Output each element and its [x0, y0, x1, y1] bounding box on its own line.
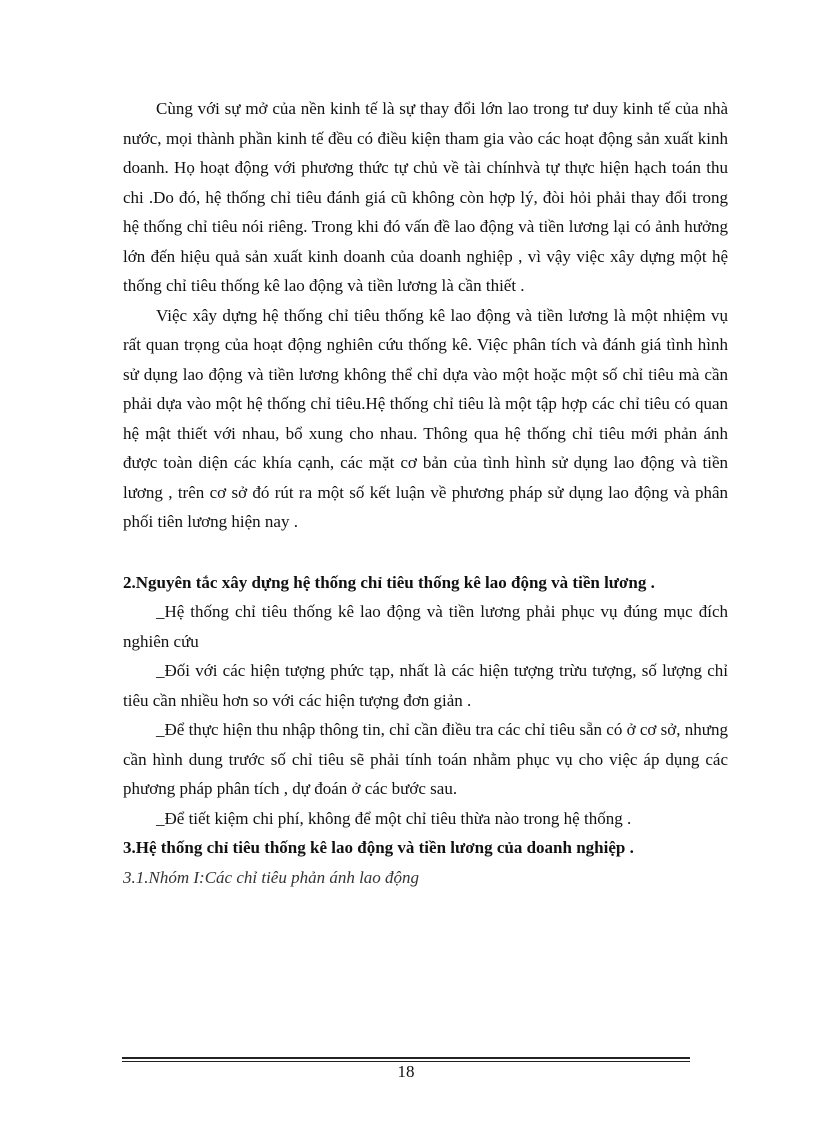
page-content	[123, 94, 728, 892]
section-2-item-1: _Hệ thống chỉ tiêu thống kê lao động và tiền lương phải phục vụ đúng mục đích nghiên cứu	[123, 602, 728, 651]
section-2-item-3: _Để thực hiện thu nhập thông tin, chỉ cần điều tra các chỉ tiêu sẵn có ở cơ sở, nhưng cần hình dung trước số chỉ tiêu sẽ phải tính toán nhằm phục vụ cho việc áp dụng các phương pháp phân tích , dự đoán ở các bước sau.	[123, 720, 728, 798]
intro-paragraph-1: Cùng với sự mở của nền kinh tế là sự thay đổi lớn lao trong tư duy kinh tế của nhà nước, mọi thành phần kinh tế đều có điều kiện tham gia vào các hoạt động sản xuất kinh doanh. Họ hoạt động với phương thức tự chủ về tài chínhvà tự thực hiện hạch toán thu chi .Do đó, hệ thống chỉ tiêu đánh giá cũ không còn hợp lý, đòi hỏi phải thay đổi trong hệ thống chỉ tiêu nói riêng. Trong khi đó vấn đề lao động và tiền lương lại có ảnh hưởng lớn đến hiệu quả sản xuất kinh doanh của doanh nghiệp , vì vậy việc xây dựng một hệ thống chỉ tiêu thống kê lao động và tiền lương là cần thiết .	[123, 99, 728, 295]
section-3-1-subheading: 3.1.Nhóm I:Các chỉ tiêu phản ánh lao động	[123, 867, 420, 887]
footer-rule-thick	[122, 1057, 690, 1059]
section-3-heading: 3.Hệ thống chỉ tiêu thống kê lao động và tiền lương của doanh nghiệp .	[123, 838, 634, 857]
section-2-heading: 2.Nguyên tắc xây dựng hệ thống chỉ tiêu thống kê lao động và tiền lương .	[123, 572, 655, 592]
section-2-item-4: _Để tiết kiệm chi phí, không để một chỉ tiêu thừa nào trong hệ thống .	[156, 808, 632, 828]
intro-paragraph-2: Việc xây dựng hệ thống chỉ tiêu thống kê lao động và tiền lương là một nhiệm vụ rất quan trọng của hoạt động nghiên cứu thống kê. Việc phân tích và đánh giá tình hình sử dụng lao động và tiền lương không thể chỉ dựa vào một hoặc một số chỉ tiêu mà cần phải dựa vào một hệ thống chỉ tiêu.Hệ thống chỉ tiêu là một tập hợp các chỉ tiêu có quan hệ mật thiết với nhau, bổ xung cho nhau. Thông qua hệ thống chỉ tiêu mới phản ánh được toàn diện các khía cạnh, các mặt cơ bản của tình hình sử dụng lao động và tiền lương , trên cơ sở đó rút ra một số kết luận về phương pháp sử dụng lao động và phân phối tiên lương hiện nay .	[123, 305, 728, 531]
page-number: 18	[397, 1062, 415, 1081]
section-2-item-2: _Đối với các hiện tượng phức tạp, nhất là các hiện tượng trừu tượng, số lượng chỉ tiêu cần nhiều hơn so với các hiện tượng đơn giản .	[123, 661, 728, 710]
